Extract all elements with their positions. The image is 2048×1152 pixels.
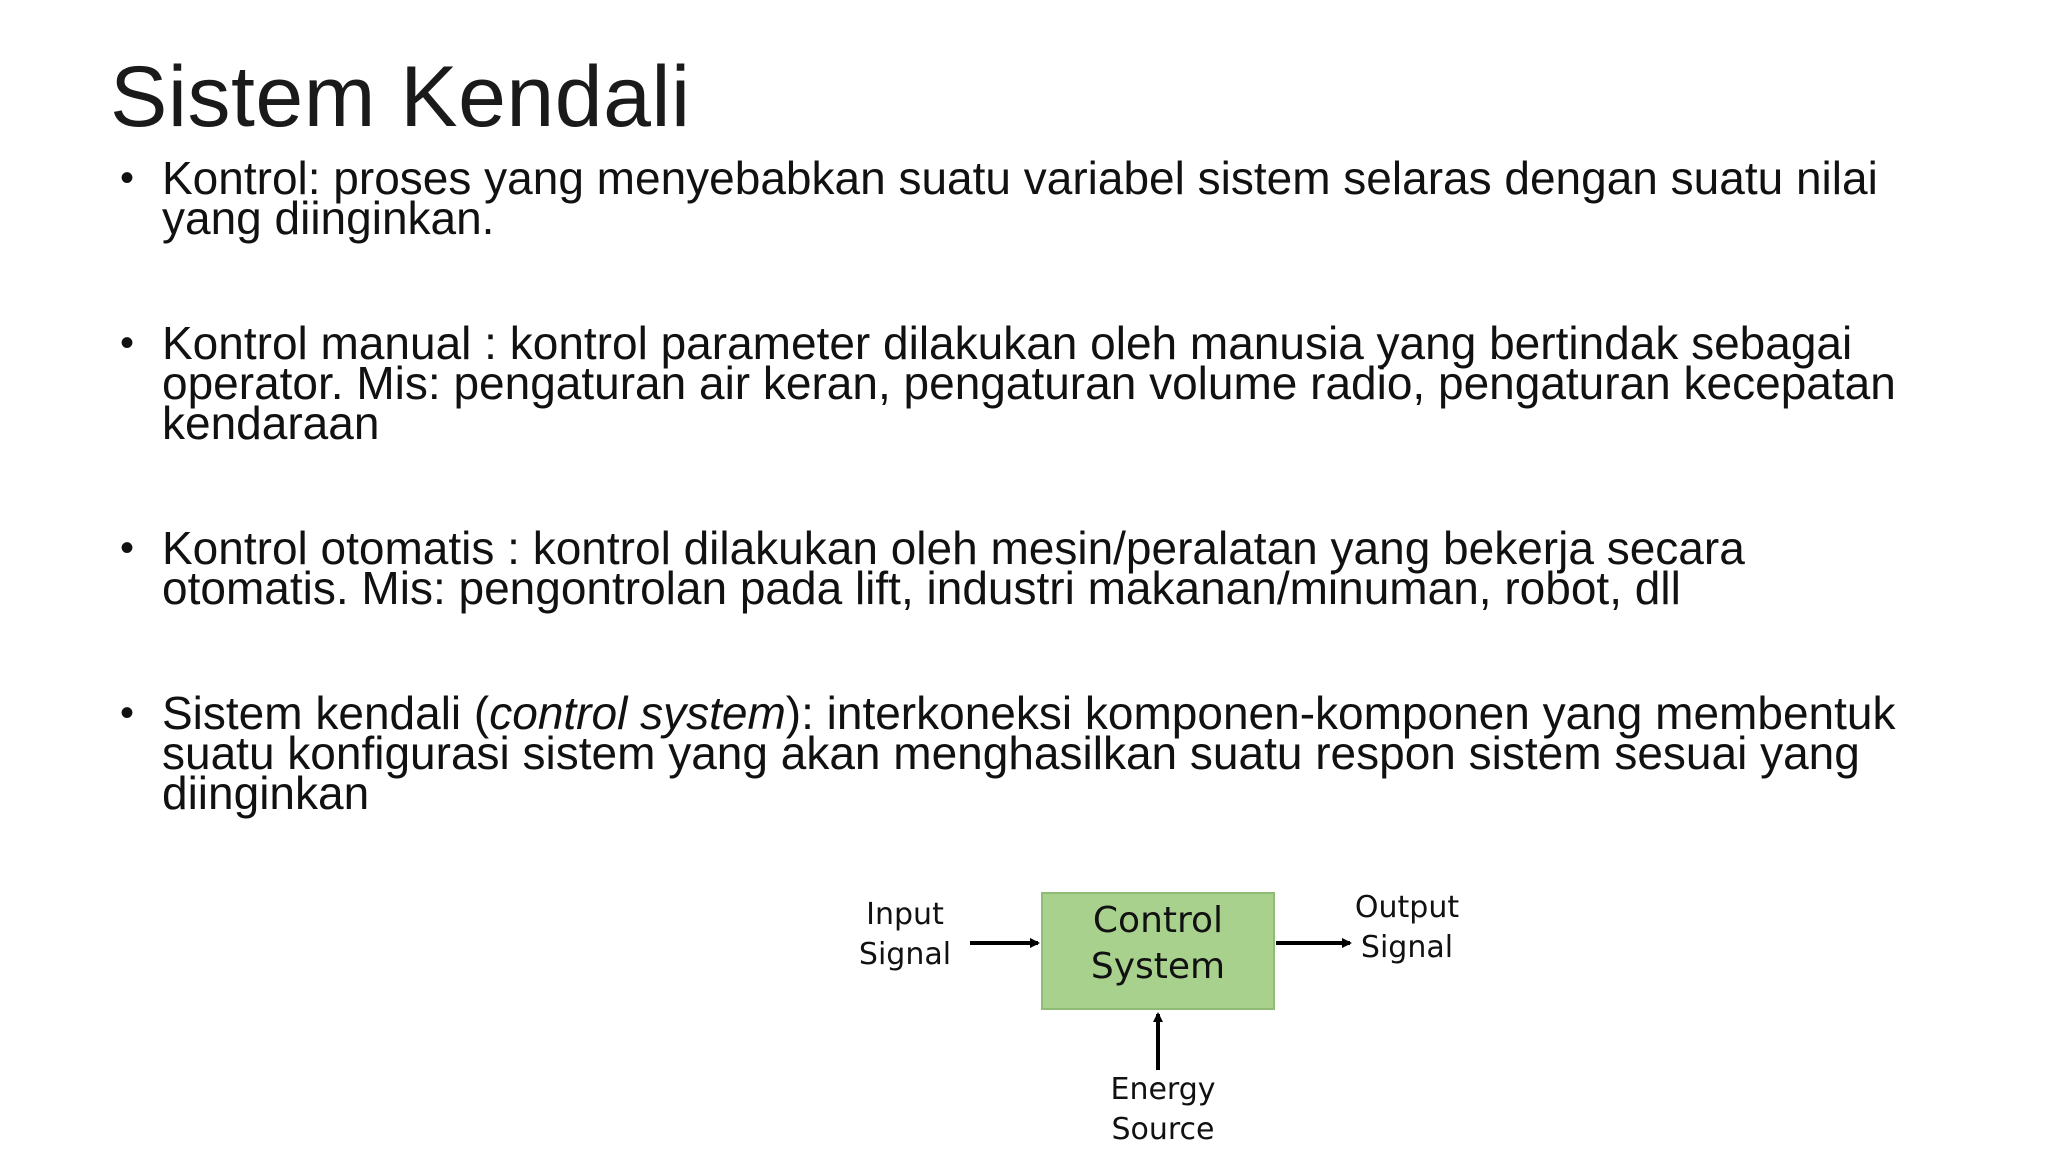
bullet-item-sistem-kendali: [120, 687, 1920, 819]
output-signal-line2: Signal: [1360, 930, 1454, 965]
energy-source-line1: Energy: [1110, 1072, 1216, 1107]
output-signal-line1: Output: [1354, 890, 1460, 925]
bullet-text: Kontrol: proses yang menyebabkan suatu variabel sistem selaras dengan suatu nilai yang diinginkan.: [162, 152, 1878, 244]
control-system-label-line1: Control: [1092, 900, 1224, 941]
bullet-text: Kontrol manual : kontrol parameter dilakukan oleh manusia yang bertindak sebagai operator. Mis: pengaturan air keran, pengaturan volume radio, pengaturan kecepatan kendaraan: [162, 317, 1896, 449]
control-system-label-line2: System: [1090, 946, 1226, 987]
energy-source-label: [1098, 1070, 1228, 1150]
input-signal-label: [850, 895, 960, 975]
energy-source-line2: Source: [1111, 1112, 1215, 1147]
bullet-dot: •: [120, 156, 135, 200]
control-system-label: [1042, 898, 1274, 990]
bullet-dot: •: [120, 321, 135, 365]
bullet-item-kontrol: [120, 152, 1920, 244]
input-signal-line2: Signal: [858, 937, 952, 972]
control-system-diagram: [820, 880, 1480, 1150]
bullet-text-suffix: ): interkoneksi komponen-komponen yang membentuk suatu konfigurasi sistem yang akan menghasilkan suatu respon sistem sesuai yang diinginkan: [162, 687, 1896, 819]
output-signal-label: [1342, 888, 1472, 968]
slide-title: Sistem Kendali: [110, 49, 691, 145]
bullet-text-italic: control system: [489, 687, 786, 739]
bullet-text: Kontrol otomatis : kontrol dilakukan oleh mesin/peralatan yang bekerja secara otomatis. Mis: pengontrolan pada lift, industri makanan/minuman, robot, dll: [162, 522, 1745, 614]
bullet-list: [120, 152, 1920, 819]
bullet-dot: •: [120, 691, 135, 735]
input-signal-line1: Input: [866, 897, 944, 932]
bullet-item-kontrol-otomatis: [120, 522, 1920, 614]
bullet-dot: •: [120, 526, 135, 570]
bullet-item-kontrol-manual: [120, 317, 1920, 449]
bullet-text-prefix: Sistem kendali (: [162, 687, 490, 739]
